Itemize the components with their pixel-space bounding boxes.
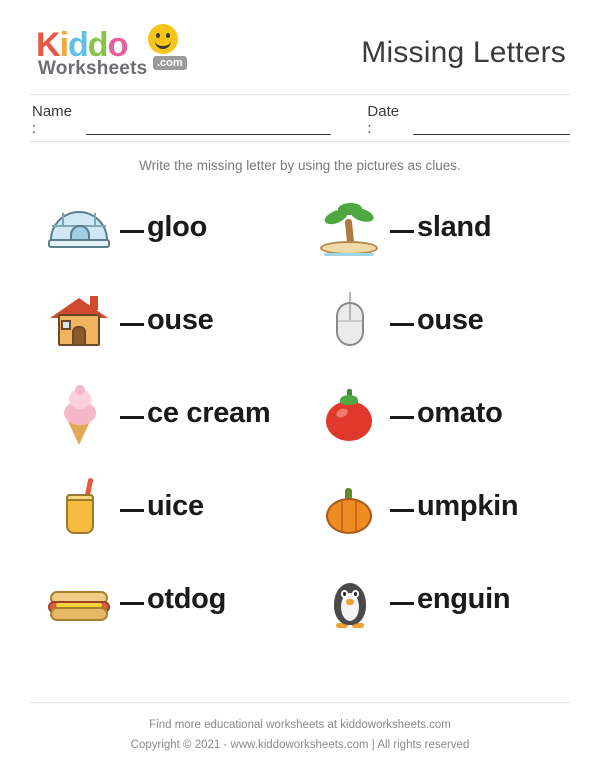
exercise-word[interactable] [120,490,204,523]
smiley-mouth [155,37,171,49]
exercise-grid [30,181,570,646]
mouse-icon [312,284,386,358]
missing-letter-blank[interactable] [390,230,414,233]
igloo-icon [42,191,116,265]
missing-letter-blank[interactable] [120,230,144,233]
icecream-icon [42,377,116,451]
footer-copyright-text: Copyright © 2021 - www.kiddoworksheets.com | All rights reserved [130,739,470,752]
exercise-word[interactable] [390,397,503,430]
word-text: omato [417,397,503,429]
name-label: Name : [32,103,73,137]
exercise-item [300,367,570,460]
logo-letter: o [107,26,128,64]
logo-letter: d [87,26,108,64]
exercise-word[interactable] [390,490,518,523]
juice-icon [42,470,116,544]
missing-letter-blank[interactable] [390,323,414,326]
exercise-item [300,181,570,274]
exercise-word[interactable] [120,583,226,616]
word-text: gloo [147,211,208,243]
word-text: enguin [417,583,511,615]
house-icon [42,284,116,358]
word-text: ce cream [147,397,271,429]
instruction-text: Write the missing letter by using the pictures as clues. [139,158,461,173]
exercise-item [30,181,300,274]
missing-letter-blank[interactable] [390,509,414,512]
word-text: umpkin [417,490,519,522]
exercise-word[interactable] [390,583,510,616]
date-group [367,103,570,139]
kiddo-worksheets-logo [30,22,220,84]
exercise-item [300,553,570,646]
date-input[interactable] [413,134,570,135]
exercise-item [30,367,300,460]
page-title: Missing Letters [361,36,566,69]
missing-letter-blank[interactable] [120,323,144,326]
namedate-divider [30,141,570,142]
logo-letter: d [68,26,88,64]
page-footer [0,702,600,756]
exercise-item [30,460,300,553]
exercise-word[interactable] [120,304,214,337]
word-text: sland [417,211,492,243]
logo-wordmark [36,28,127,62]
exercise-item [30,274,300,367]
exercise-item [30,553,300,646]
footer-divider [30,702,570,703]
logo-letter: K [36,26,60,64]
missing-letter-blank[interactable] [390,602,414,605]
exercise-word[interactable] [390,211,491,244]
word-text: ouse [417,304,484,336]
exercise-item [300,274,570,367]
pumpkin-icon [312,470,386,544]
island-icon [312,191,386,265]
missing-letter-blank[interactable] [120,509,144,512]
logo-subtitle: Worksheets [38,58,148,79]
name-input[interactable] [86,134,332,135]
missing-letter-blank[interactable] [390,416,414,419]
hotdog-icon [42,563,116,637]
footer-promo-text: Find more educational worksheets at kiddoworksheets.com [149,718,451,731]
missing-letter-blank[interactable] [120,416,144,419]
penguin-icon [312,563,386,637]
missing-letter-blank[interactable] [120,602,144,605]
word-text: uice [147,490,204,522]
exercise-word[interactable] [390,304,484,337]
exercise-item [300,460,570,553]
logo-letter: i [59,26,69,64]
word-text: ouse [147,304,214,336]
logo-domain-badge: .com [153,56,187,70]
name-date-row [30,95,570,139]
tomato-icon [312,377,386,451]
exercise-word[interactable] [120,397,270,430]
date-label: Date : [367,103,400,137]
smiley-face-icon [148,24,178,54]
page-header [30,0,570,92]
word-text: otdog [147,583,227,615]
exercise-word[interactable] [120,211,207,244]
